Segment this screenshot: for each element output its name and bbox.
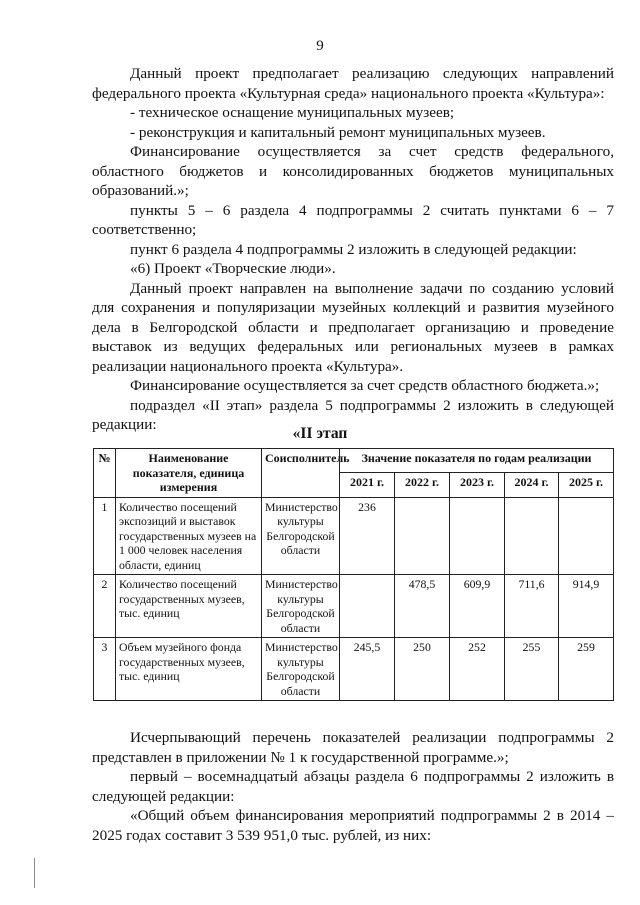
header-executor: Соисполнитель (262, 449, 340, 498)
row-value (450, 497, 505, 575)
header-values-group: Значение показателя по годам реализации (340, 449, 614, 473)
row-num: 2 (94, 575, 116, 638)
paragraph: пункт 6 раздела 4 подпрограммы 2 изложить в следующей редакции: (130, 240, 577, 258)
paragraph: - реконструкция и капитальный ремонт муниципальных музеев. (130, 123, 546, 141)
row-name: Объем музейного фонда государственных музеев, тыс. единиц (116, 638, 262, 701)
header-year: 2022 г. (395, 473, 450, 497)
body-text-top (92, 64, 614, 435)
scan-margin-mark (34, 858, 35, 888)
paragraph: Финансирование осуществляется за счет средств областного бюджета.»; (130, 377, 600, 394)
row-value (340, 575, 395, 638)
header-year: 2025 г. (559, 473, 614, 497)
row-value: 609,9 (450, 575, 505, 638)
header-year: 2021 г. (340, 473, 395, 497)
table-title: «II этап (292, 425, 348, 442)
header-num: № (94, 449, 116, 498)
paragraph: «Общий объем финансирования мероприятий подпрограммы 2 в 2014 – 2025 годах составит 3 539 951,0 тыс. рублей, из них: (92, 807, 614, 844)
row-name: Количество посещений экспозиций и выставок государственных музеев на 1 000 человек населения области, единиц (116, 497, 262, 575)
table-header-row (94, 449, 614, 473)
paragraph: подраздел «II этап» раздела 5 подпрограммы 2 изложить в следующей редакции: (92, 396, 614, 433)
table-row (94, 638, 614, 701)
header-year: 2023 г. (450, 473, 505, 497)
row-value: 245,5 (340, 638, 395, 701)
paragraph: Исчерпывающий перечень показателей реализации подпрограммы 2 представлен в приложении № 1 к государственной программе.»; (92, 729, 614, 766)
row-executor: Министерство культуры Белгородской области (262, 638, 340, 701)
header-year: 2024 г. (505, 473, 559, 497)
row-value: 914,9 (559, 575, 614, 638)
table-row (94, 575, 614, 638)
paragraph: Данный проект предполагает реализацию следующих направлений федерального проекта «Культурная среда» национального проекта «Культура»: (92, 65, 614, 102)
row-value (395, 497, 450, 575)
row-value (505, 497, 559, 575)
row-num: 1 (94, 497, 116, 575)
row-value: 255 (505, 638, 559, 701)
row-value (559, 497, 614, 575)
body-text-bottom (92, 728, 614, 845)
row-executor: Министерство культуры Белгородской области (262, 497, 340, 575)
paragraph: Финансирование осуществляется за счет средств федерального, областного бюджетов и консолидированных бюджетов муниципальных образований.»; (92, 143, 614, 199)
table-row (94, 497, 614, 575)
row-value: 259 (559, 638, 614, 701)
row-value: 478,5 (395, 575, 450, 638)
row-value: 250 (395, 638, 450, 701)
row-name: Количество посещений государственных музеев, тыс. единиц (116, 575, 262, 638)
header-name: Наименование показателя, единица измерения (116, 449, 262, 498)
paragraph: пункты 5 – 6 раздела 4 подпрограммы 2 считать пунктами 6 – 7 соответственно; (92, 201, 614, 238)
paragraph: первый – восемнадцатый абзацы раздела 6 подпрограммы 2 изложить в следующей редакции: (92, 768, 614, 805)
paragraph: «6) Проект «Творческие люди». (130, 260, 336, 277)
page-number: 9 (316, 38, 324, 54)
row-value: 252 (450, 638, 505, 701)
row-num: 3 (94, 638, 116, 701)
row-value: 711,6 (505, 575, 559, 638)
row-value: 236 (340, 497, 395, 575)
indicators-table (93, 448, 614, 701)
row-executor: Министерство культуры Белгородской области (262, 575, 340, 638)
paragraph: - техническое оснащение муниципальных музеев; (130, 104, 455, 121)
paragraph: Данный проект направлен на выполнение задачи по созданию условий для сохранения и популяризации музейных коллекций и развития музейного дела в Белгородской области и предполагает организацию и проведение выставок из ведущих федеральных или региональных музеев в рамках реализации национального проекта «Культура». (92, 279, 614, 375)
